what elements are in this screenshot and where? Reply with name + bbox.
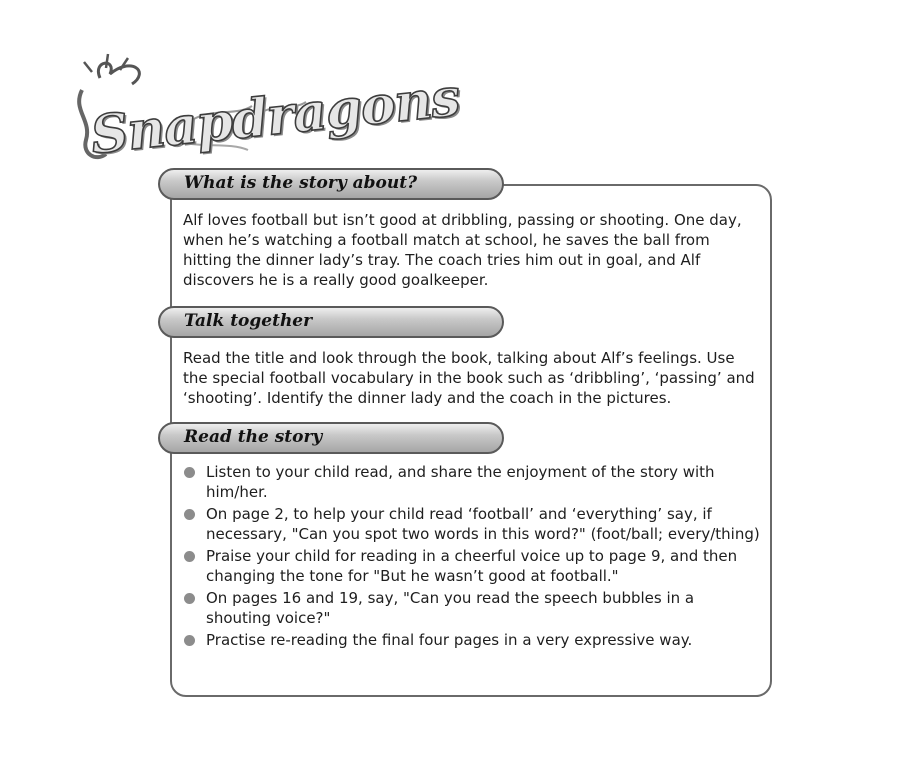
list-item: Praise your child for reading in a cheerful voice up to page 9, and then changing the tone for "But he wasn’t good at football." bbox=[183, 546, 763, 586]
heading-text: Read the story bbox=[184, 427, 323, 447]
bullet-icon bbox=[184, 509, 195, 520]
reading-tips-list bbox=[183, 462, 763, 652]
section-heading-story-about bbox=[158, 168, 504, 200]
list-item: On pages 16 and 19, say, "Can you read the speech bubbles in a shouting voice?" bbox=[183, 588, 763, 628]
list-item: Practise re-reading the final four pages in a very expressive way. bbox=[183, 630, 763, 650]
bullet-icon bbox=[184, 635, 195, 646]
list-item: Listen to your child read, and share the enjoyment of the story with him/her. bbox=[183, 462, 763, 502]
bullet-icon bbox=[184, 551, 195, 562]
heading-text: Talk together bbox=[184, 311, 313, 331]
section-heading-talk-together bbox=[158, 306, 504, 338]
logo-wordmark: Snapdragons bbox=[87, 66, 463, 167]
bullet-icon bbox=[184, 593, 195, 604]
list-item: On page 2, to help your child read ‘football’ and ‘everything’ say, if necessary, "Can you spot two words in this word?" (foot/ball; every/thing) bbox=[183, 504, 763, 544]
heading-text: What is the story about? bbox=[184, 173, 418, 193]
talk-together-text: Read the title and look through the book, talking about Alf’s feelings. Use the special football vocabulary in the book such as ‘dribbling’, ‘passing’ and ‘shooting’. Identify the dinner lady and the coach in the pictures. bbox=[183, 349, 755, 407]
section-heading-read-story bbox=[158, 422, 504, 454]
bullet-icon bbox=[184, 467, 195, 478]
story-summary: Alf loves football but isn’t good at dribbling, passing or shooting. One day, when he’s watching a football match at school, he saves the ball from hitting the dinner lady’s tray. The coach tries him out in goal, and Alf discovers he is a really good goalkeeper. bbox=[183, 211, 742, 289]
snapdragons-logo bbox=[62, 50, 463, 180]
